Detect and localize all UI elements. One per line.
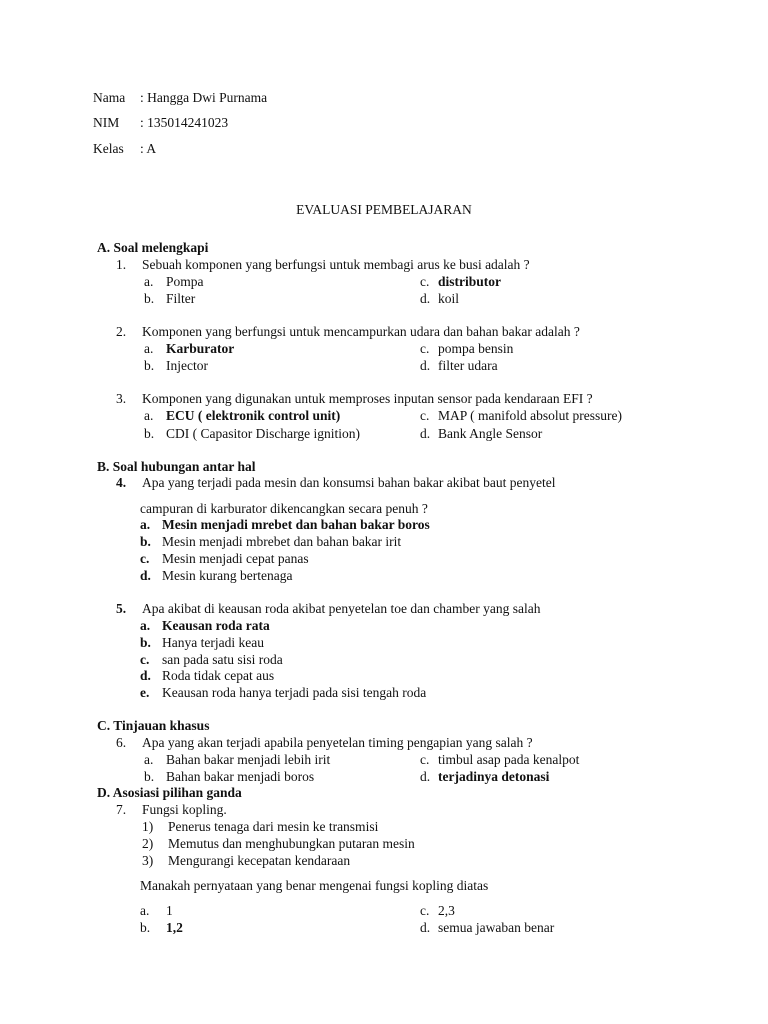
name-label: Nama bbox=[93, 90, 126, 105]
kelas-label: Kelas bbox=[93, 141, 124, 156]
question-number: 2. bbox=[116, 324, 127, 339]
option-d: d. koil bbox=[420, 291, 460, 306]
option-d: d. Roda tidak cepat aus bbox=[140, 668, 275, 683]
section-b-heading: B. Soal hubungan antar hal bbox=[97, 459, 256, 474]
name-value: : Hangga Dwi Purnama bbox=[140, 90, 268, 105]
option-d: d. Bank Angle Sensor bbox=[420, 426, 543, 441]
option-d: d. terjadinya detonasi bbox=[420, 769, 550, 784]
statement-3: 3) Mengurangi kecepatan kendaraan bbox=[142, 853, 351, 868]
statement-1: 1) Penerus tenaga dari mesin ke transmisi bbox=[142, 819, 379, 834]
question-number: 4. bbox=[116, 475, 127, 490]
question-7-prompt: Manakah pernyataan yang benar mengenai fungsi kopling diatas bbox=[140, 878, 489, 893]
option-a: a. Karburator bbox=[144, 341, 235, 356]
page-title: EVALUASI PEMBELAJARAN bbox=[296, 202, 472, 217]
option-d: d. filter udara bbox=[420, 358, 498, 373]
section-c-heading: C. Tinjauan khasus bbox=[97, 718, 210, 733]
question-4-continued: campuran di karburator dikencangkan secara penuh ? bbox=[140, 501, 428, 516]
question-2 bbox=[116, 323, 580, 340]
option-a: a. Mesin menjadi mrebet dan bahan bakar boros bbox=[140, 517, 430, 532]
kelas-value: : A bbox=[140, 141, 157, 156]
question-number: 5. bbox=[116, 601, 127, 616]
question-number: 6. bbox=[116, 735, 127, 750]
statement-2: 2) Memutus dan menghubungkan putaran mesin bbox=[142, 836, 415, 851]
option-a: a. Keausan roda rata bbox=[140, 618, 270, 633]
option-b: b. 1,2 bbox=[140, 920, 183, 935]
option-c: c. timbul asap pada kenalpot bbox=[420, 752, 580, 767]
option-d: d. Mesin kurang bertenaga bbox=[140, 568, 293, 583]
section-d-heading: D. Asosiasi pilihan ganda bbox=[97, 785, 242, 800]
option-a: a. ECU ( elektronik control unit) bbox=[144, 408, 341, 423]
question-text: Apa yang akan terjadi apabila penyetelan timing pengapian yang salah ? bbox=[142, 735, 533, 750]
option-a: a. 1 bbox=[140, 903, 173, 918]
question-text: Komponen yang digunakan untuk memproses inputan sensor pada kendaraan EFI ? bbox=[142, 391, 593, 406]
option-c: c. 2,3 bbox=[420, 903, 455, 918]
question-number: 7. bbox=[116, 802, 127, 817]
question-text: Komponen yang berfungsi untuk mencampurkan udara dan bahan bakar adalah ? bbox=[142, 324, 580, 339]
option-b: b. CDI ( Capasitor Discharge ignition) bbox=[144, 426, 360, 441]
nim-label: NIM bbox=[93, 115, 120, 130]
question-text: Apa akibat di keausan roda akibat penyetelan toe dan chamber yang salah bbox=[142, 601, 541, 616]
section-a-heading: A. Soal melengkapi bbox=[97, 240, 209, 255]
option-d: d. semua jawaban benar bbox=[420, 920, 555, 935]
question-4 bbox=[116, 474, 556, 491]
option-c: c. Mesin menjadi cepat panas bbox=[140, 551, 309, 566]
option-b: b. Bahan bakar menjadi boros bbox=[144, 769, 315, 784]
option-a: a. Bahan bakar menjadi lebih irit bbox=[144, 752, 331, 767]
option-e: e. Keausan roda hanya terjadi pada sisi tengah roda bbox=[140, 685, 427, 700]
question-text: Fungsi kopling. bbox=[142, 802, 227, 817]
question-6 bbox=[116, 734, 533, 751]
question-7 bbox=[116, 801, 227, 818]
question-number: 3. bbox=[116, 391, 127, 406]
question-text: Apa yang terjadi pada mesin dan konsumsi bahan bakar akibat baut penyetel bbox=[142, 475, 556, 490]
option-c: c. MAP ( manifold absolut pressure) bbox=[420, 408, 622, 423]
option-b: b. Mesin menjadi mbrebet dan bahan bakar irit bbox=[140, 534, 402, 549]
question-text: Sebuah komponen yang berfungsi untuk membagi arus ke busi adalah ? bbox=[142, 257, 530, 272]
option-c: c. san pada satu sisi roda bbox=[140, 652, 283, 667]
nim-value: : 135014241023 bbox=[140, 115, 229, 130]
option-b: b. Injector bbox=[144, 358, 208, 373]
option-c: c. pompa bensin bbox=[420, 341, 514, 356]
option-a: a. Pompa bbox=[144, 274, 204, 289]
question-3 bbox=[116, 390, 593, 407]
question-1 bbox=[116, 256, 530, 273]
question-number: 1. bbox=[116, 257, 127, 272]
option-b: b. Hanya terjadi keau bbox=[140, 635, 264, 650]
option-b: b. Filter bbox=[144, 291, 196, 306]
question-5 bbox=[116, 600, 540, 617]
option-c: c. distributor bbox=[420, 274, 502, 289]
